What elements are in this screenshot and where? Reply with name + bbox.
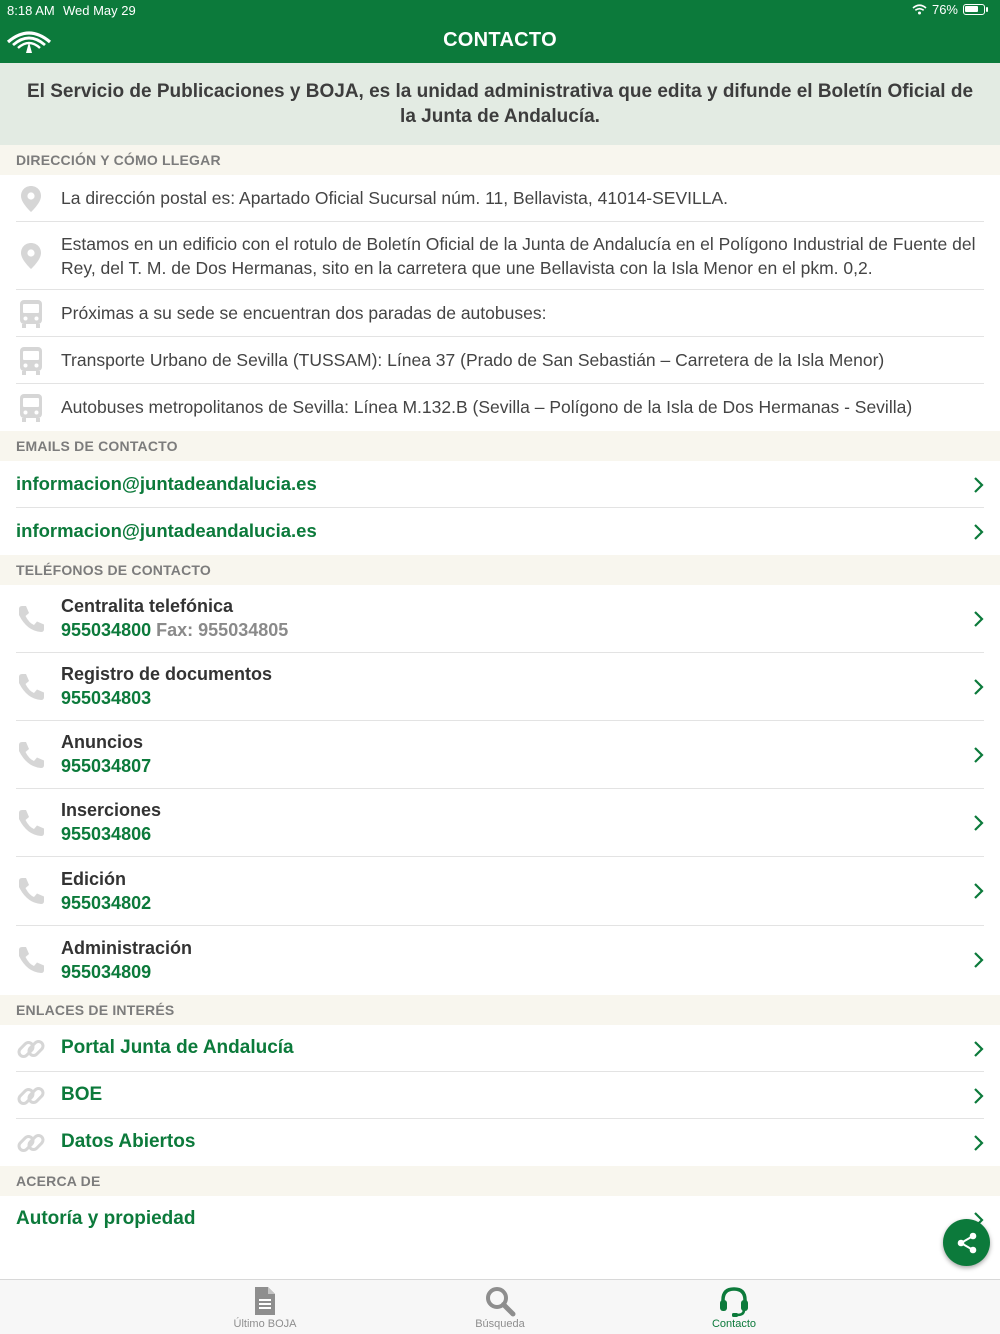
bus-icon [16,393,46,423]
phone-label: Edición [61,869,127,889]
location-pin-icon [16,242,46,270]
phone-row[interactable] [0,926,1000,995]
address-item [0,384,1000,431]
link-row[interactable] [0,1119,1000,1166]
link-row[interactable] [0,1025,1000,1072]
phone-number[interactable]: 955034803 [61,688,152,708]
phone-number[interactable] [61,620,288,641]
phone-icon [16,945,46,975]
about-label[interactable]: Autoría y propiedad [16,1208,196,1229]
location-pin-icon [16,185,46,213]
chevron-right-icon [972,882,984,900]
phone-row[interactable] [0,857,1000,926]
address-item [0,175,1000,222]
tab-label: Contacto [711,1318,757,1330]
email-row[interactable] [0,461,1000,508]
phone-row[interactable] [0,653,1000,721]
link-row[interactable] [0,1072,1000,1119]
phone-number[interactable]: 955034807 [61,756,152,776]
phone-row[interactable] [0,789,1000,857]
section-header-about: ACERCA DE [0,1166,1000,1196]
link-label[interactable]: Portal Junta de Andalucía [61,1037,294,1058]
section-header-phones: TELÉFONOS DE CONTACTO [0,555,1000,585]
status-time: 8:18 AM [7,3,55,18]
tab-bar [0,1279,1000,1334]
phone-icon [16,740,46,770]
chevron-right-icon [972,814,984,832]
chevron-right-icon [972,523,984,541]
phone-row[interactable] [0,585,1000,653]
chevron-right-icon [972,746,984,764]
wifi-icon [912,4,927,15]
bus-line-text: Autobuses metropolitanos de Sevilla: Línea M.132.B (Sevilla – Polígono de la Isla de Dos Hermanas - Sevilla) [61,397,913,417]
share-icon [956,1232,978,1254]
section-header-address: DIRECCIÓN Y CÓMO LLEGAR [0,145,1000,175]
chevron-right-icon [972,1134,984,1152]
page-title: CONTACTO [443,29,557,51]
email-link[interactable]: informacion@juntadeandalucia.es [16,520,317,541]
document-icon [249,1285,281,1317]
phone-number[interactable]: 955034809 [61,962,152,982]
phone-icon [16,808,46,838]
phone-icon [16,672,46,702]
chevron-right-icon [972,1087,984,1105]
bus-intro-text: Próximas a su sede se encuentran dos paradas de autobuses: [61,303,547,323]
phone-icon [16,604,46,634]
phone-number[interactable]: 955034806 [61,824,152,844]
phone-number-value[interactable]: 955034800 [61,620,152,640]
battery-icon [963,4,985,15]
address-item [0,337,1000,384]
bus-line-text: Transporte Urbano de Sevilla (TUSSAM): Línea 37 (Prado de San Sebastián – Carretera de la Isla Menor) [61,350,885,370]
phone-label: Anuncios [61,732,144,752]
status-indicators [912,2,988,17]
fax-label: Fax: [156,620,194,640]
tab-busqueda[interactable] [420,1280,580,1334]
status-date: Wed May 29 [63,3,136,18]
address-text: La dirección postal es: Apartado Oficial Sucursal núm. 11, Bellavista, 41014-SEVILLA. [61,188,728,208]
bus-icon [16,346,46,376]
search-icon [484,1285,516,1317]
phone-label: Registro de documentos [61,664,273,684]
tab-contacto[interactable] [654,1280,814,1334]
tab-label: Último BOJA [233,1318,297,1330]
link-label[interactable]: Datos Abiertos [61,1131,196,1152]
intro-banner: El Servicio de Publicaciones y BOJA, es la unidad administrativa que edita y difunde el Boletín Oficial de la Junta de Andalucía. [0,63,1000,145]
link-label[interactable]: BOE [61,1084,103,1105]
battery-percent: 76% [931,2,958,17]
chevron-right-icon [972,678,984,696]
headset-icon [718,1285,750,1317]
chevron-right-icon [972,951,984,969]
bus-icon [16,299,46,329]
link-icon [16,1081,46,1111]
phone-label: Administración [61,938,193,958]
email-link[interactable]: informacion@juntadeandalucia.es [16,473,317,494]
fax-number: 955034805 [198,620,289,640]
section-header-emails: EMAILS DE CONTACTO [0,431,1000,461]
about-row[interactable] [0,1196,1000,1243]
address-item [0,222,1000,290]
email-row[interactable] [0,508,1000,555]
battery-tip [986,7,988,12]
phone-label: Inserciones [61,800,162,820]
link-icon [16,1128,46,1158]
tab-label: Búsqueda [475,1318,525,1330]
chevron-right-icon [972,610,984,628]
link-icon [16,1034,46,1064]
phone-row[interactable] [0,721,1000,789]
share-button[interactable] [943,1219,990,1266]
phone-icon [16,876,46,906]
chevron-right-icon [972,476,984,494]
tab-ultimo-boja[interactable] [185,1280,345,1334]
phone-label: Centralita telefónica [61,596,234,616]
address-item [0,290,1000,337]
directions-text: Estamos en un edificio con el rotulo de Boletín Oficial de la Junta de Andalucía en el Polígono Industrial de Fuente del Rey, del T. M. de Dos Hermanas, sito en la carretera que une Bellavista con la Isla Menor en el pkm. 0,2. [61,234,976,278]
section-header-links: ENLACES DE INTERÉS [0,995,1000,1025]
phone-number[interactable]: 955034802 [61,893,152,913]
nav-bar [0,0,1000,63]
chevron-right-icon [972,1040,984,1058]
